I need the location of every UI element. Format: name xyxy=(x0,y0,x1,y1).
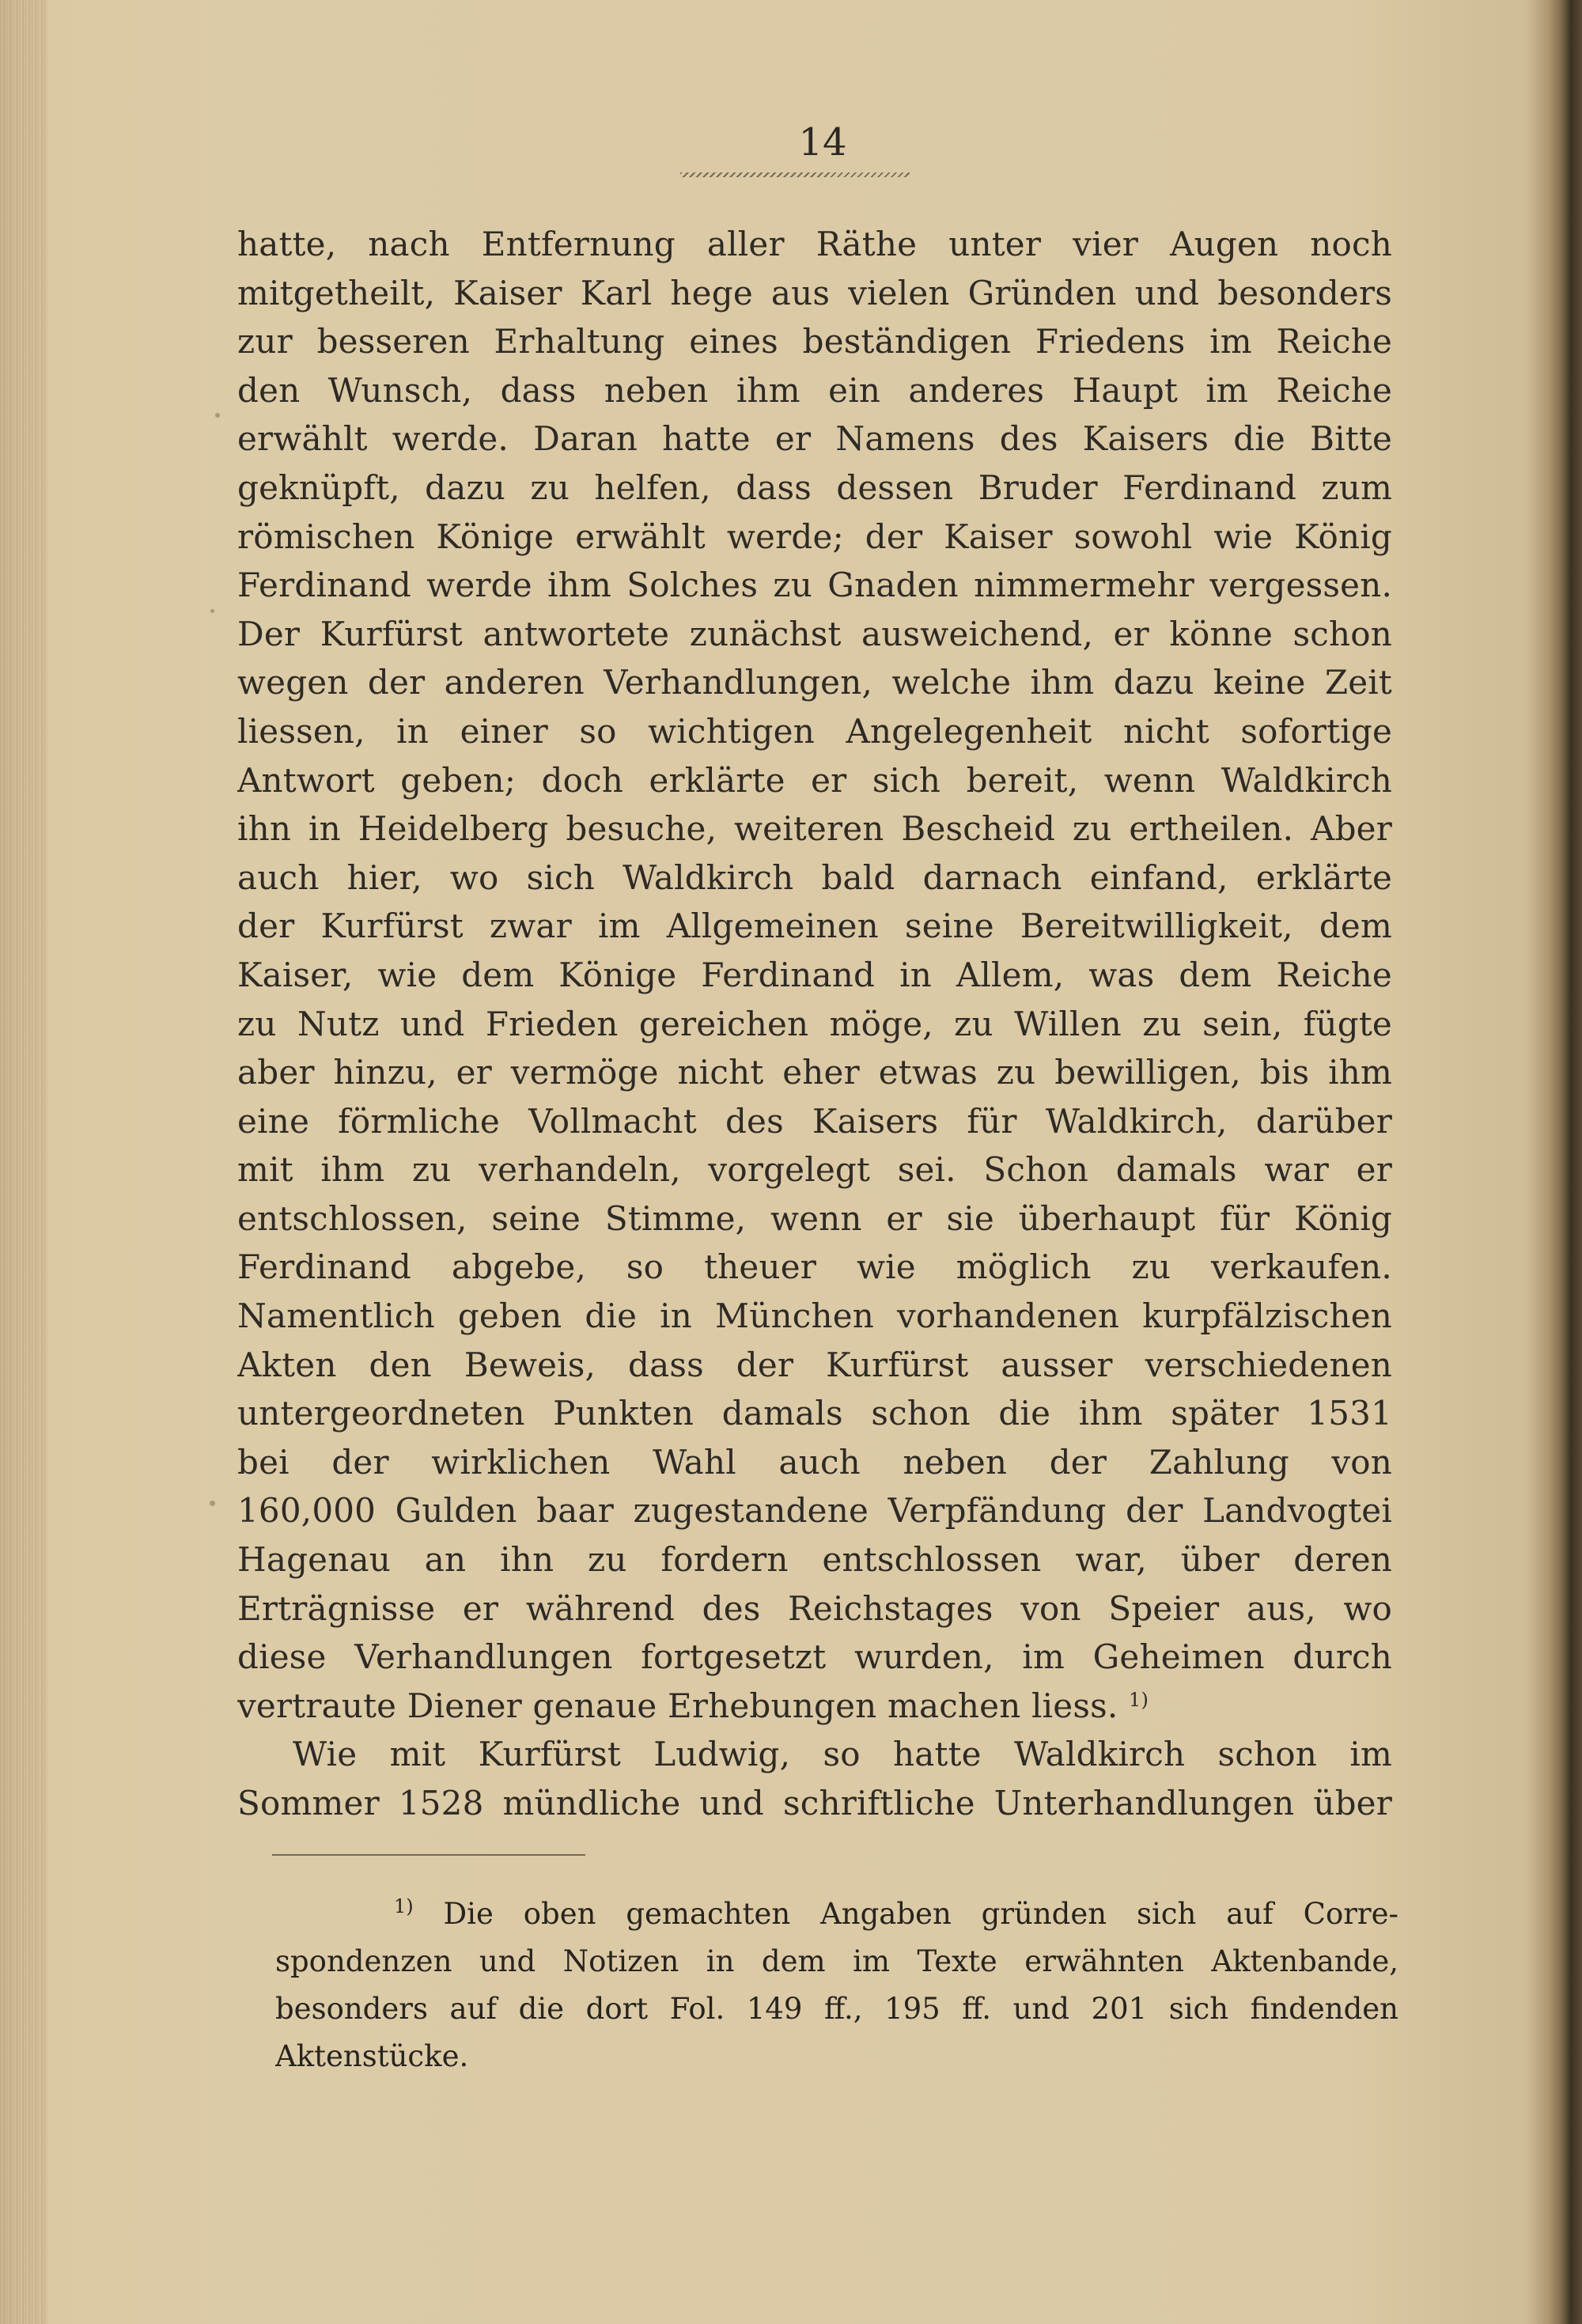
paper-spot xyxy=(210,1501,215,1506)
text-line: den Wunsch, dass neben ihm ein anderes Haupt im Reiche xyxy=(237,370,1392,410)
text-line-with-footnote-ref xyxy=(237,1682,1392,1731)
text-line: untergeordneten Punkten damals schon die ihm später 1531 xyxy=(237,1394,1392,1433)
text-line: geknüpft, dazu zu helfen, dass dessen Bruder Ferdinand zum xyxy=(237,467,1392,507)
text-line: Akten den Beweis, dass der Kurfürst ausser verschiedenen xyxy=(237,1345,1392,1384)
body-text xyxy=(237,220,1392,1828)
footnote xyxy=(275,1891,1398,2080)
page-stack-edge-left xyxy=(0,0,47,2324)
text-line: auch hier, wo sich Waldkirch bald darnach einfand, erklärte xyxy=(237,857,1392,897)
text-line: wegen der anderen Verhandlungen, welche ihm dazu keine Zeit xyxy=(237,663,1392,702)
text-line: eine förmliche Vollmacht des Kaisers für Waldkirch, darüber xyxy=(237,1101,1392,1141)
text-line: diese Verhandlungen fortgesetzt wurden, im Geheimen durch xyxy=(237,1637,1392,1677)
text-line: Sommer 1528 mündliche und schriftliche Unterhandlungen über xyxy=(237,1784,1392,1822)
text-line: ihn in Heidelberg besuche, weiteren Bescheid zu ertheilen. Aber xyxy=(237,809,1392,849)
paper-spot xyxy=(210,609,214,613)
text-line: der Kurfürst zwar im Allgemeinen seine Bereitwilligkeit, dem xyxy=(237,907,1392,946)
footnote-line: Aktenstücke. xyxy=(275,2039,469,2073)
text-line: Ferdinand abgebe, so theuer wie möglich zu verkaufen. xyxy=(237,1247,1392,1287)
text-line: zur besseren Erhaltung eines beständigen Friedens im Reiche xyxy=(237,322,1392,361)
text-line: Ferdinand werde ihm Solches zu Gnaden nimmermehr vergessen. xyxy=(237,566,1392,605)
footnote-reference: 1) xyxy=(1128,1688,1149,1711)
text-line: 160,000 Gulden baar zugestandene Verpfändung der Landvogtei xyxy=(237,1491,1392,1531)
text-line: römischen Könige erwählt werde; der Kaiser sowohl wie König xyxy=(237,517,1392,556)
paragraph-start-line: Wie mit Kurfürst Ludwig, so hatte Waldkirch schon im xyxy=(293,1735,1392,1774)
page-number-ornament xyxy=(680,172,910,177)
book-cover-edge-right xyxy=(1547,0,1582,2324)
text-line: bei der wirklichen Wahl auch neben der Zahlung von xyxy=(237,1442,1392,1482)
text-line: hatte, nach Entfernung aller Räthe unter vier Augen noch xyxy=(237,225,1392,263)
text-line-content: vertraute Diener genaue Erhebungen machen liess. xyxy=(237,1686,1118,1725)
text-line: Antwort geben; doch erklärte er sich bereit, wenn Waldkirch xyxy=(237,760,1392,800)
text-line: erwählt werde. Daran hatte er Namens des Kaisers die Bitte xyxy=(237,419,1392,459)
footnote-line xyxy=(275,1891,1398,1938)
text-line: aber hinzu, er vermöge nicht eher etwas zu bewilligen, bis ihm xyxy=(237,1053,1392,1092)
footnote-separator xyxy=(272,1854,585,1856)
text-line: mitgetheilt, Kaiser Karl hege aus vielen Gründen und besonders xyxy=(237,273,1392,312)
footnote-line: spondenzen und Notizen in dem im Texte erwähnten Aktenbande, xyxy=(275,1944,1398,1978)
page-number: 14 xyxy=(798,120,847,165)
text-line: mit ihm zu verhandeln, vorgelegt sei. Schon damals war er xyxy=(237,1150,1392,1190)
text-line: liessen, in einer so wichtigen Angelegenheit nicht sofortige xyxy=(237,711,1392,751)
footnote-line: besonders auf die dort Fol. 149 ff., 195 ff. und 201 sich findenden xyxy=(275,1992,1398,2026)
footnote-line-content: Die oben gemachten Angaben gründen sich auf Corre- xyxy=(443,1897,1398,1931)
text-line: Namentlich geben die in München vorhandenen kurpfälzischen xyxy=(237,1296,1392,1336)
book-page xyxy=(47,0,1547,2324)
footnote-marker: 1) xyxy=(394,1895,414,1917)
text-line: Erträgnisse er während des Reichstages von Speier aus, wo xyxy=(237,1588,1392,1628)
text-line: entschlossen, seine Stimme, wenn er sie überhaupt für König xyxy=(237,1198,1392,1238)
text-line: zu Nutz und Frieden gereichen möge, zu Willen zu sein, fügte xyxy=(237,1004,1392,1043)
paper-spot xyxy=(215,413,220,418)
text-line: Hagenau an ihn zu fordern entschlossen war, über deren xyxy=(237,1540,1392,1580)
text-line: Der Kurfürst antwortete zunächst ausweichend, er könne schon xyxy=(237,614,1392,653)
text-line: Kaiser, wie dem Könige Ferdinand in Allem, was dem Reiche xyxy=(237,955,1392,994)
